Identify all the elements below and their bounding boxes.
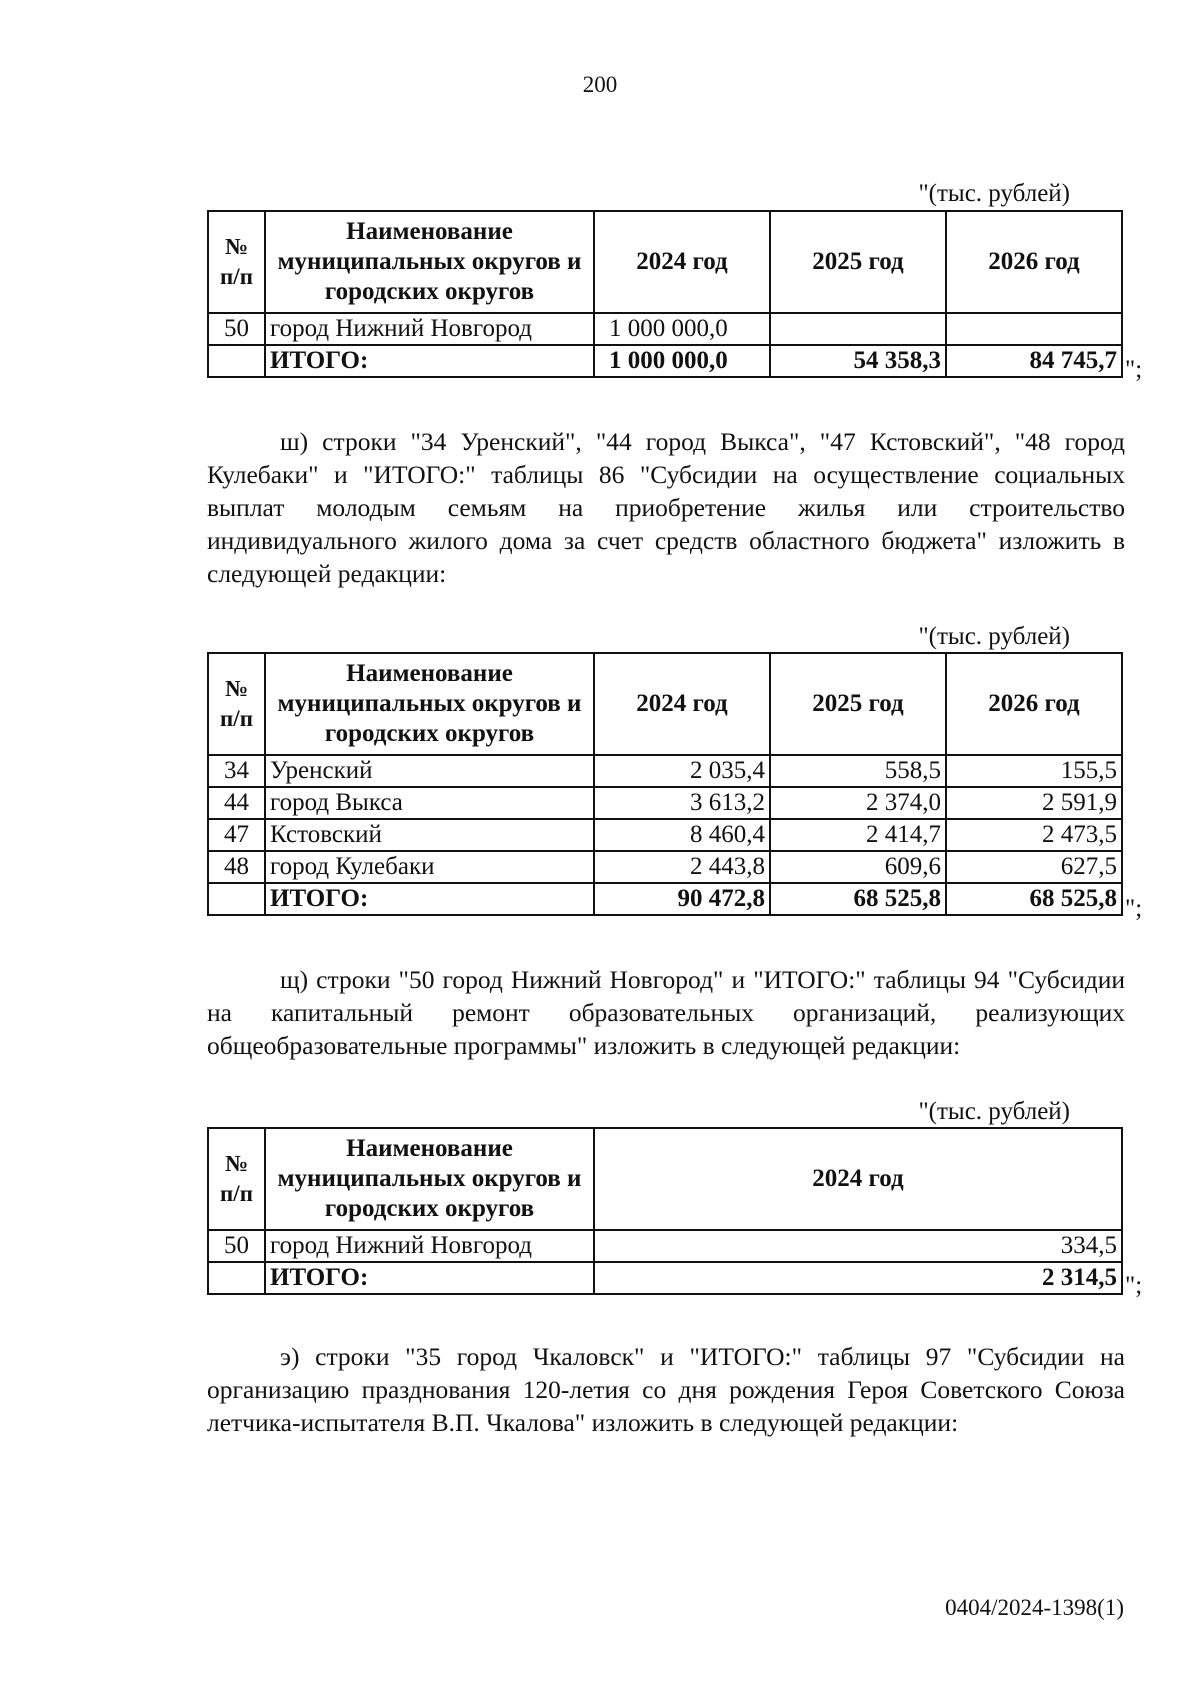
total-2025: 54 358,3 xyxy=(770,345,946,377)
paragraph-e: э) строки "35 город Чкаловск" и "ИТОГО:" таблицы 97 "Субсидии на организацию празднования 120-летия со дня рождения Героя Советского Союза летчика-испытателя В.П. Чкалова" изложить в следующей редакции: xyxy=(207,1342,1125,1437)
row-name: город Нижний Новгород xyxy=(265,1230,594,1262)
table-row xyxy=(208,755,1122,787)
header-2025: 2025 год xyxy=(770,211,946,313)
row-2025 xyxy=(770,313,946,345)
row-name: город Выкса xyxy=(265,787,594,819)
row-2024: 1 000 000,0 xyxy=(594,313,770,345)
header-2024: 2024 год xyxy=(594,653,770,755)
row-name: город Кулебаки xyxy=(265,851,594,883)
closing-quote: "; xyxy=(1125,1272,1143,1299)
closing-quote: "; xyxy=(1125,356,1143,383)
header-no: № п/п xyxy=(208,1128,265,1230)
paragraph-sh: ш) строки "34 Уренский", "44 город Выкса", "47 Кстовский", "48 город Кулебаки" и "ИТОГО:" таблицы 86 "Субсидии на осуществление социальных выплат молодым семьям на приобретение жилья или строительство индивидуального жилого дома за счет средств областного бюджета" изложить в следующей редакции: xyxy=(207,427,1125,588)
table-header-row xyxy=(208,1128,1122,1230)
row-no: 47 xyxy=(208,819,265,851)
row-no: 50 xyxy=(208,313,265,345)
row-name: Кстовский xyxy=(265,819,594,851)
row-no: 44 xyxy=(208,787,265,819)
total-no xyxy=(208,883,265,915)
row-2024: 3 613,2 xyxy=(594,787,770,819)
document-code: 0404/2024-1398(1) xyxy=(945,1595,1124,1620)
total-row xyxy=(208,345,1122,377)
closing-quote: "; xyxy=(1125,895,1143,922)
header-2024: 2024 год xyxy=(594,211,770,313)
table-header-row xyxy=(208,653,1122,755)
total-row xyxy=(208,1262,1122,1294)
unit-label: "(тыс. рублей) xyxy=(918,180,1070,207)
row-2024: 334,5 xyxy=(594,1230,1122,1262)
row-no: 50 xyxy=(208,1230,265,1262)
total-no xyxy=(208,1262,265,1294)
total-2026: 84 745,7 xyxy=(946,345,1122,377)
header-2025: 2025 год xyxy=(770,653,946,755)
total-2025: 68 525,8 xyxy=(770,883,946,915)
total-2024: 1 000 000,0 xyxy=(594,345,770,377)
row-2026 xyxy=(946,313,1122,345)
row-2025: 558,5 xyxy=(770,755,946,787)
row-name: Уренский xyxy=(265,755,594,787)
row-2026: 2 473,5 xyxy=(946,819,1122,851)
total-row xyxy=(208,883,1122,915)
page-number: 200 xyxy=(582,72,618,97)
table-3 xyxy=(207,1127,1123,1295)
row-2024: 2 035,4 xyxy=(594,755,770,787)
row-name: город Нижний Новгород xyxy=(265,313,594,345)
table-row xyxy=(208,313,1122,345)
total-2026: 68 525,8 xyxy=(946,883,1122,915)
row-2026: 2 591,9 xyxy=(946,787,1122,819)
row-no: 48 xyxy=(208,851,265,883)
header-no: № п/п xyxy=(208,211,265,313)
table-row xyxy=(208,787,1122,819)
row-2025: 2 414,7 xyxy=(770,819,946,851)
row-2026: 155,5 xyxy=(946,755,1122,787)
header-2024: 2024 год xyxy=(594,1128,1122,1230)
header-2026: 2026 год xyxy=(946,211,1122,313)
table-row xyxy=(208,851,1122,883)
header-no: № п/п xyxy=(208,653,265,755)
table-row xyxy=(208,1230,1122,1262)
unit-label: "(тыс. рублей) xyxy=(918,623,1070,650)
header-2026: 2026 год xyxy=(946,653,1122,755)
header-name: Наименование муниципальных округов и городских округов xyxy=(265,1128,594,1230)
row-no: 34 xyxy=(208,755,265,787)
total-label: ИТОГО: xyxy=(265,345,594,377)
table-1 xyxy=(207,210,1123,378)
table-header-row xyxy=(208,211,1122,313)
table-2 xyxy=(207,652,1123,916)
total-2024: 2 314,5 xyxy=(594,1262,1122,1294)
row-2024: 8 460,4 xyxy=(594,819,770,851)
total-label: ИТОГО: xyxy=(265,883,594,915)
header-name: Наименование муниципальных округов и городских округов xyxy=(265,211,594,313)
row-2025: 2 374,0 xyxy=(770,787,946,819)
unit-label: "(тыс. рублей) xyxy=(918,1098,1070,1125)
total-label: ИТОГО: xyxy=(265,1262,594,1294)
table-row xyxy=(208,819,1122,851)
total-no xyxy=(208,345,265,377)
header-name: Наименование муниципальных округов и городских округов xyxy=(265,653,594,755)
row-2024: 2 443,8 xyxy=(594,851,770,883)
total-2024: 90 472,8 xyxy=(594,883,770,915)
row-2025: 609,6 xyxy=(770,851,946,883)
paragraph-shch: щ) строки "50 город Нижний Новгород" и "ИТОГО:" таблицы 94 "Субсидии на капитальный ремонт образовательных организаций, реализующих общеобразовательные программы" изложить в следующей редакции: xyxy=(207,965,1125,1060)
row-2026: 627,5 xyxy=(946,851,1122,883)
